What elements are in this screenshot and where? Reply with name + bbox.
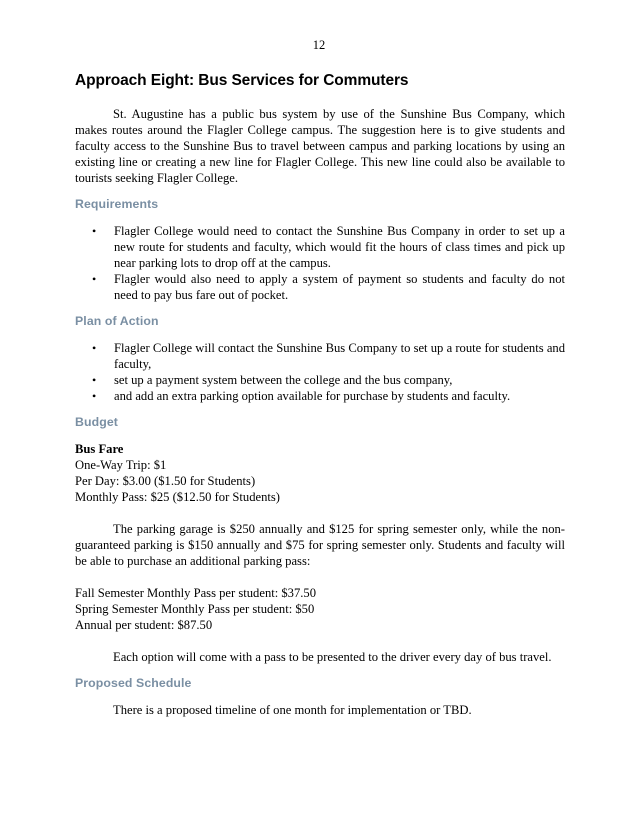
list-item xyxy=(92,340,565,372)
bullet-icon: • xyxy=(92,224,97,238)
fare-line: Monthly Pass: $25 ($12.50 for Students) xyxy=(75,490,280,504)
requirements-heading: Requirements xyxy=(75,197,159,211)
page-number: 12 xyxy=(312,38,326,52)
list-item xyxy=(92,388,565,404)
list-item xyxy=(92,372,565,388)
approach-title: Approach Eight: Bus Services for Commuters xyxy=(75,72,409,89)
plan-of-action-list xyxy=(75,340,565,404)
option-paragraph: Each option will come with a pass to be presented to the driver every day of bus travel. xyxy=(113,650,552,664)
intro-paragraph: St. Augustine has a public bus system by use of the Sunshine Bus Company, which makes routes around the Flagler College campus. The suggestion here is to give students and faculty access to the Sunshine Bus to travel between campus and parking locations by using an existing line or creating a new line for Flagler College. This new line could also be available to tourists seeking Flagler College. xyxy=(75,107,565,185)
fare-line: Per Day: $3.00 ($1.50 for Students) xyxy=(75,474,256,488)
list-item-text: Flagler would also need to apply a system of payment so students and faculty do not need to pay bus fare out of pocket. xyxy=(114,272,565,302)
bullet-icon: • xyxy=(92,373,97,387)
bullet-icon: • xyxy=(92,389,97,403)
requirements-list xyxy=(75,223,565,303)
spacer xyxy=(75,569,565,585)
fare-line: One-Way Trip: $1 xyxy=(75,458,167,472)
bus-fare-title: Bus Fare xyxy=(75,442,124,456)
list-item-text: Flagler College would need to contact the Sunshine Bus Company in order to set up a new route for students and faculty, which would fit the hours of class times and pick up near parking lots to drop off at the campus. xyxy=(114,224,565,270)
list-item-text: Flagler College will contact the Sunshine Bus Company to set up a route for students and faculty, xyxy=(114,341,565,371)
bullet-icon: • xyxy=(92,341,97,355)
pass-line: Annual per student: $87.50 xyxy=(75,618,213,632)
schedule-paragraph: There is a proposed timeline of one month for implementation or TBD. xyxy=(113,703,472,717)
pass-line: Spring Semester Monthly Pass per student: $50 xyxy=(75,602,315,616)
list-item-text: set up a payment system between the college and the bus company, xyxy=(114,373,453,387)
spacer xyxy=(75,633,565,649)
budget-heading: Budget xyxy=(75,415,118,429)
parking-paragraph: The parking garage is $250 annually and $125 for spring semester only, while the non-guaranteed parking is $150 annually and $75 for spring semester only. Students and faculty will be able to purchase an additional parking pass: xyxy=(75,522,565,568)
list-item-text: and add an extra parking option available for purchase by students and faculty. xyxy=(114,389,511,403)
document-body xyxy=(75,72,565,718)
proposed-schedule-heading: Proposed Schedule xyxy=(75,676,192,690)
bullet-icon: • xyxy=(92,272,97,286)
list-item xyxy=(92,223,565,271)
pass-line: Fall Semester Monthly Pass per student: $37.50 xyxy=(75,586,317,600)
list-item xyxy=(92,271,565,303)
plan-of-action-heading: Plan of Action xyxy=(75,314,159,328)
spacer xyxy=(75,505,565,521)
